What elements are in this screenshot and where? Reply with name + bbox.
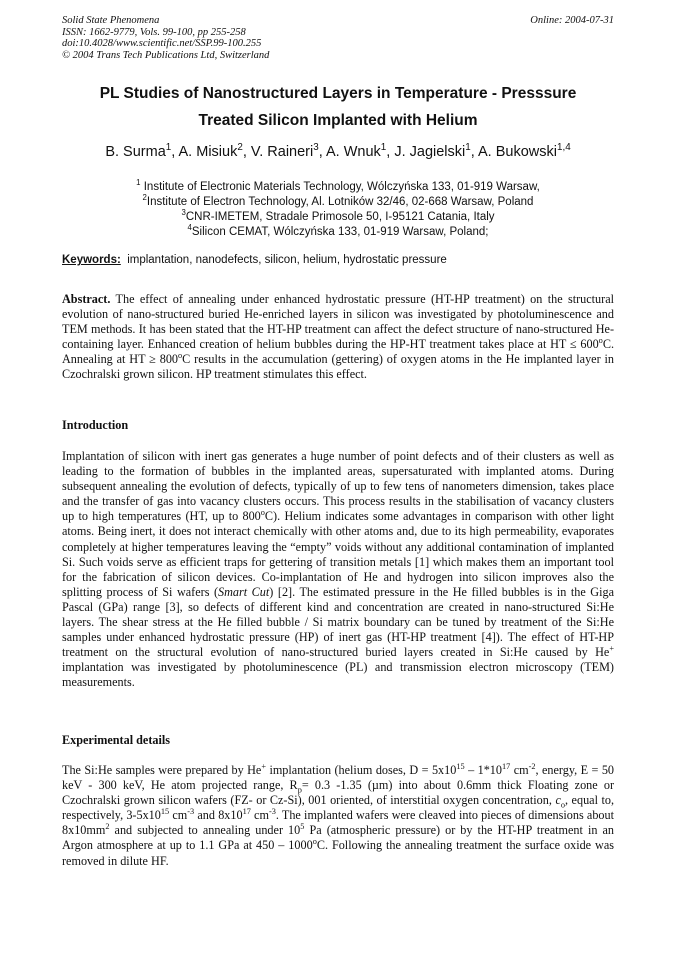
author-name: A. Misiuk (178, 144, 238, 160)
exp-text: and 8x10 (194, 808, 243, 823)
smart-cut-term: Smart Cut (218, 584, 270, 599)
author-affil-mark: 1,4 (556, 142, 571, 154)
exponent: 15 (160, 807, 170, 817)
author-name: J. Jagielski (394, 144, 466, 160)
author-affil-mark: 3 (313, 142, 319, 154)
exponent: 2 (105, 822, 110, 832)
keywords-text: implantation, nanodefects, silicon, helium, hydrostatic pressure (127, 254, 447, 266)
affiliation-list (62, 180, 614, 240)
exp-text: C. Following the annealing treatment the surface oxide was removed in dilute HF. (62, 838, 614, 868)
abstract-text: C results in the accumulation (gettering) of oxygen atoms in the He implanted layer in Czochralski grown silicon. HP treatment stimulates this effect. (62, 352, 614, 382)
title-line-1: PL Studies of Nanostructured Layers in Temperature - Presssure (99, 85, 577, 102)
exp-text: . The implanted wafers were cleaved into pieces of dimensions about 8x10mm (62, 808, 614, 838)
affil-text: Institute of Electronic Materials Technology, Wólczyńska 133, 01-919 Warsaw, (143, 181, 540, 193)
exponent: 15 (456, 761, 465, 771)
abstract-paragraph (62, 292, 614, 383)
exponent: -3 (268, 807, 276, 817)
affil-mark: 2 (142, 193, 147, 203)
experimental-paragraph (62, 763, 614, 869)
intro-text: implantation was investigated by photoluminescence (PL) and transmission electron microscopy (TEM) measurements. (62, 660, 614, 690)
exp-text: The Si:He samples were prepared by He (62, 763, 262, 777)
copyright-line: © 2004 Trans Tech Publications Ltd, Switzerland (62, 49, 270, 61)
keywords-label: Keywords: (62, 254, 121, 266)
author-name: V. Raineri (250, 144, 314, 160)
keywords-line (62, 254, 614, 266)
exp-text: Pa (atmospheric pressure) or by the HT-HP treatment in an Argon atmosphere at up to 1.1 GPa at 450 – 1000 (62, 823, 614, 853)
introduction-paragraph (62, 449, 614, 691)
doi-line: doi:10.4028/www.scientific.net/SSP.99-100.255 (62, 38, 262, 49)
symbol-c: c (555, 793, 561, 808)
affil-text: Silicon CEMAT, Wólczyńska 133, 01-919 Warsaw, Poland; (191, 226, 489, 238)
affiliation-line (62, 225, 614, 240)
affiliation-line (62, 210, 614, 225)
exponent: 17 (242, 807, 251, 817)
author-affil-mark: 1 (380, 142, 387, 154)
intro-text: Implantation of silicon with inert gas generates a huge number of point defects and of their clusters as well as leading to the formation of bubbles in the implanted areas, supersaturated with implanted atoms. During subsequent annealing the evolution of defects, typically of up to few tens of nanometers dimension, takes place and the transfer of gas into vacancy clusters occurs. This process results in the stabilisation of vacancy clusters up to high temperatures (HT, up to 800 (62, 449, 614, 524)
intro-text: C). Helium indicates some advantages in comparison with other light atoms. Being inert, it does not interact chemically with other atoms and, due to its high permeability, evaporates completely at higher temperatures leaving the “empty” voids without any additional contamination of implanted Si. Such voids serve as efficient traps for gettering of transition metals [1] which makes them an important tool for the fabrication of silicon devices. Co-implantation of He and hydrogen into silicon improves also the splitting process of Si wafers ( (62, 509, 614, 599)
exp-text: – 1*10 (464, 763, 502, 777)
degree-mark: o (260, 508, 265, 518)
exp-text: and subjected to annealing under 10 (109, 823, 301, 838)
issn-line: ISSN: 1662-9779, Vols. 99-100, pp 255-258 (62, 26, 246, 38)
running-header (62, 15, 614, 61)
affil-text: CNR-IMETEM, Stradale Primosole 50, I-95121 Catania, Italy (185, 211, 495, 223)
experimental-heading: Experimental details (62, 733, 170, 747)
author-list: B. Surma$^1$, A. Misiuk$^2$, V. Raineri$^3$, A. Wnuk$^1$, J. Jagielski$^1$, A. Bukowski$^{1,4}$ (105, 142, 571, 160)
exponent: 17 (501, 761, 511, 771)
author-affil-mark: 2 (237, 142, 243, 154)
author-name: A. Bukowski (478, 144, 557, 160)
exp-text: , energy, E = 50 keV - 300 keV, He atom projected range, R (62, 763, 615, 793)
journal-name: Solid State Phenomena (62, 15, 160, 26)
author-affil-mark: 1 (465, 142, 471, 154)
exp-text: = 0.3 -1.35 (µm) into about 0.6mm thick Floating zone or Czochralski grown silicon wafers (FZ- or Cz-Si), 001 oriented, of interstitial oxygen concentration, (62, 778, 615, 808)
online-date: Online: 2004-07-31 (530, 15, 614, 26)
exp-text: , equal to, respectively, 3-5x10 (62, 793, 614, 823)
affil-mark: 1 (136, 178, 141, 188)
author-name: A. Wnuk (325, 144, 381, 160)
exp-text: cm (250, 808, 269, 823)
exp-text: cm (510, 763, 529, 777)
affil-mark: 4 (187, 223, 192, 233)
introduction-heading: Introduction (62, 418, 129, 432)
affiliation-line (62, 195, 614, 210)
author-name: B. Surma (105, 144, 166, 160)
ion-charge-mark: + (609, 644, 614, 654)
degree-mark: o (312, 837, 317, 847)
intro-text: ) [2]. The estimated pressure in the He filled bubbles is in the Giga Pascal (GPa) range [3], so defects of different kind and concentration are created in nano-structured Si:He layers. The shear stress at the He filled bubble / Si matrix boundary can be tuned by treatment of the Si:He samples under enhanced hydrostatic pressure (HP) of inert gas (HT-HP treatment [4]). The effect of HT-HP treatment on the structural evolution of nano-structured buried layers created in Si:He caused by He (62, 584, 614, 660)
abstract-text: C. Annealing at HT ≥ 800 (62, 337, 614, 367)
degree-mark: o (178, 351, 183, 361)
author-affil-mark: 1 (165, 142, 172, 154)
abstract-label: Abstract. (62, 292, 111, 306)
subscript: o (560, 800, 565, 810)
affil-mark: 3 (181, 208, 186, 218)
exp-text: cm (169, 808, 188, 823)
affil-text: Institute of Electron Technology, Al. Lotników 32/46, 02-668 Warsaw, Poland (146, 196, 534, 208)
paper-title (62, 80, 614, 134)
subscript: p (297, 785, 302, 795)
degree-mark: o (598, 336, 603, 346)
abstract-text: The effect of annealing under enhanced hydrostatic pressure (HT-HP treatment) on the structural evolution of nano-structured buried He-enriched layers in silicon was investigated by photoluminescence and TEM methods. It has been stated that the HT-HP treatment can affect the defect structure of nano-structured He-containing layer. Enhanced creation of helium bubbles during the HP-HT treatment takes place at HT ≤ 600 (62, 292, 614, 352)
exponent: 5 (300, 822, 305, 832)
exp-text: implantation (helium doses, D = 5x10 (266, 763, 457, 777)
title-line-2: Treated Silicon Implanted with Helium (198, 112, 478, 129)
exponent: -2 (528, 761, 536, 771)
ion-charge-mark: + (261, 761, 266, 771)
exponent: -3 (187, 807, 195, 817)
